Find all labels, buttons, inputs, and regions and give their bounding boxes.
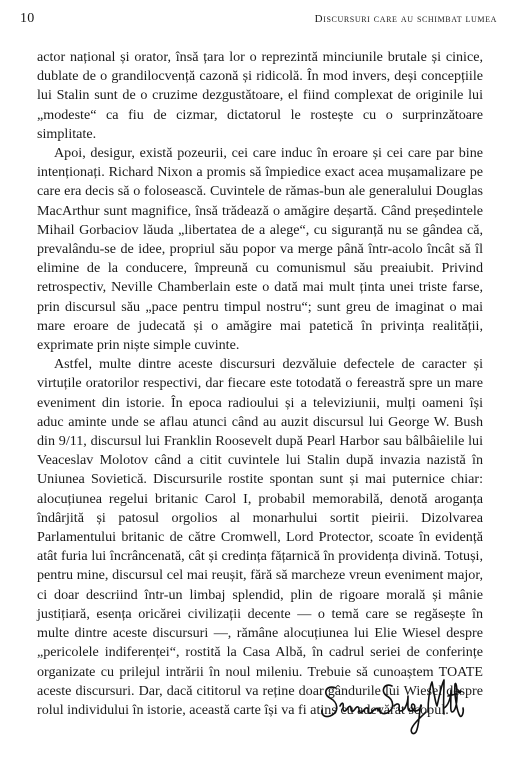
running-title: Discursuri care au schimbat lumea: [314, 13, 497, 25]
signature-drawing: [318, 672, 466, 740]
body-text: [37, 48, 483, 720]
paragraph-3: Astfel, multe dintre aceste discursuri dezvăluie defectele de caracter și virtuțile oratorilor respectivi, dar fiecare este totodată o fereastră spre un mare eveniment din istorie. În epoca radioului și a televiziunii, mulți oameni își aduc aminte unde se aflau atunci când au auzit discursul lui George W. Bush din 9/11, discursul lui Franklin Roosevelt după Pearl Harbor sau bâlbâielile lui Veaceslav Molotov când a citit cuvintele lui Stalin după invazia nazistă în Uniunea Sovietică. Discursurile rostite spontan sunt și mai puternice chiar: alocuțiunea regelui britanic Carol I, probabil memorabilă, denotă aroganța îndârjită și patosul orgolios al monarhului sortit pieirii. Dizolvarea Parlamentului britanic de către Cromwell, Lord Protector, scoate în evidență atât furia lui încrâncenată, cât și credința fățarnică în providența divină. Totuși, pentru mine, discursul cel mai reușit, fără să marcheze vreun eveniment major, ci doar descriind într-un limbaj splendid, plin de rigoare morală și mânie justițiară, esența oricărei civilizații decente — o temă care se regăsește în multe dintre aceste discursuri —, rămâne alocuțiunea lui Elie Wiesel despre „pericolele indiferenței“, rostită la Casa Albă, în cadrul seriei de conferințe organizate cu prilejul intrării în noul mileniu. Trebuie să cunoaștem TOATE aceste discursuri. Dar, dacă cititorul va reține doar gândurile lui Wiesel despre rolul individului în istorie, această carte își va fi atins cu adevărat scopul.: [37, 356, 483, 718]
paragraph-1: actor național și orator, însă țara lor o reprezintă minciunile brutale și cinice, dublate de o grandilocvență cazonă și ridicolă. În mod invers, deși concepțiile lui Stalin sunt de o cruzime dezgustătoare, el fiind complexat de originile lui „modeste“ ca fiu de cizmar, dictatorul le rostește cu o surprinzătoare simplitate.: [37, 49, 483, 142]
author-signature: [318, 672, 466, 740]
paragraph-2: Apoi, desigur, există pozeurii, cei care induc în eroare și cei care par bine intenționați. Richard Nixon a promis să împiedice exact acea mușamalizare pe care era decis să o folosească. Cuvintele de rămas-bun ale generalului Douglas MacArthur sunt magnifice, însă trădează o amăgire deșartă. Când președintele Mihail Gorbaciov lăuda „libertatea de a alege“, cu siguranță nu se gândea că, prevalându-se de idee, propriul său popor va merge până într-acolo încât să îl elimine de la conducere, împreună cu comunismul său preaiubit. Privind retrospectiv, Neville Chamberlain este o dată mai mult ținta unei triste farse, prin discursul său „pace pentru timpul nostru“; sunt greu de imaginat o mai mare eroare de judecată și o amăgire mai patetică în privința realității, exprimate prin niște simple cuvinte.: [37, 145, 483, 354]
page-number: 10: [20, 11, 35, 26]
running-head: [20, 11, 497, 31]
